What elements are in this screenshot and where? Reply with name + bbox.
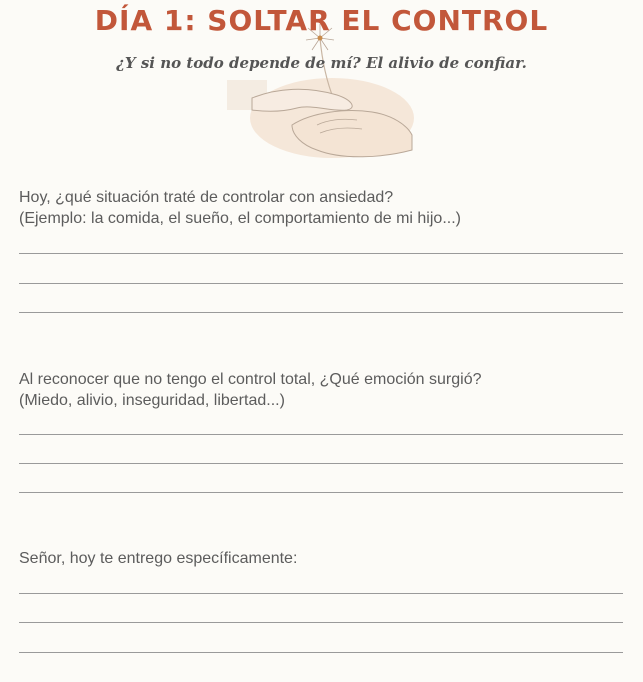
question-3-text: Señor, hoy te entrego específicamente:	[19, 550, 298, 567]
page-subtitle: ¿Y si no todo depende de mí? El alivio de confiar.	[116, 54, 527, 72]
answer-line-1-1[interactable]	[19, 253, 623, 254]
answer-line-3-2[interactable]	[19, 622, 623, 623]
answer-line-3-1[interactable]	[19, 593, 623, 594]
question-1-hint: (Ejemplo: la comida, el sueño, el comportamiento de mi hijo...)	[19, 210, 461, 227]
question-2-hint: (Miedo, alivio, inseguridad, libertad...)	[19, 392, 285, 409]
answer-line-2-1[interactable]	[19, 434, 623, 435]
question-1	[19, 187, 629, 229]
answer-line-2-3[interactable]	[19, 492, 623, 493]
page-title: DÍA 1: SOLTAR EL CONTROL	[94, 4, 549, 37]
answer-line-1-2[interactable]	[19, 283, 623, 284]
answer-line-1-3[interactable]	[19, 312, 623, 313]
question-2-text: Al reconocer que no tengo el control total, ¿Qué emoción surgió?	[19, 371, 482, 388]
answer-line-3-3[interactable]	[19, 652, 623, 653]
question-1-text: Hoy, ¿qué situación traté de controlar con ansiedad?	[19, 189, 394, 206]
question-3	[19, 548, 629, 569]
question-2	[19, 369, 629, 411]
answer-line-2-2[interactable]	[19, 463, 623, 464]
